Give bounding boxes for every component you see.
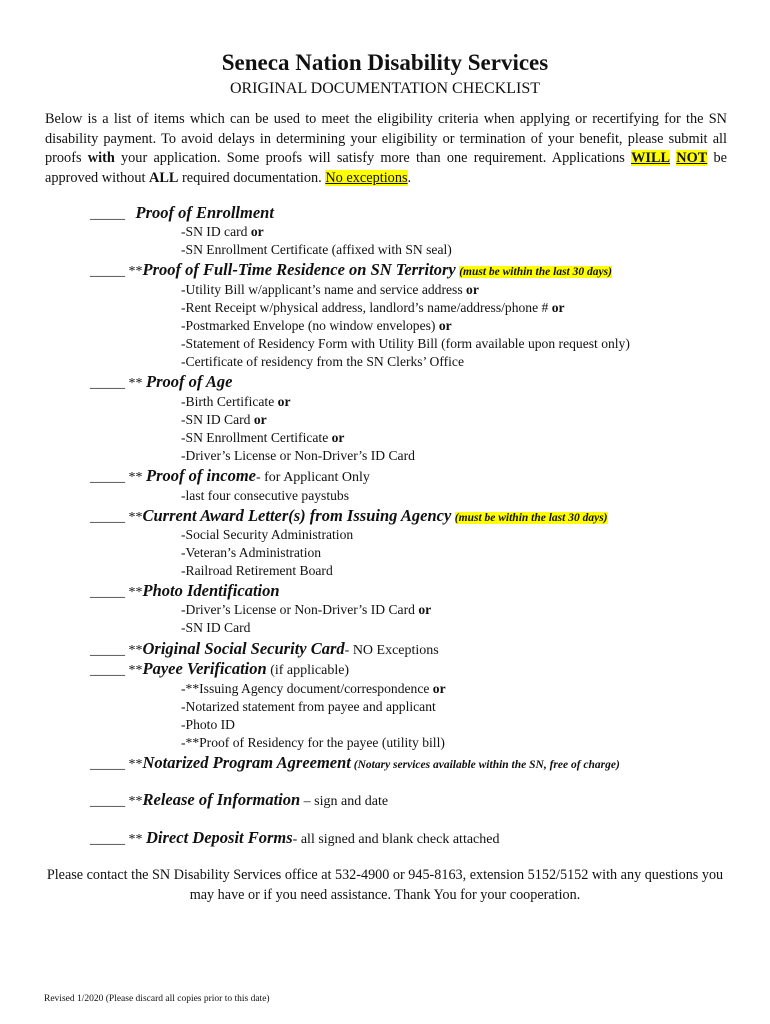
sub-item (181, 430, 344, 446)
item-label: Direct Deposit Forms (146, 828, 293, 847)
sub-item-text: -Birth Certificate (181, 394, 278, 409)
or-label: or (432, 681, 446, 696)
checkbox-blank[interactable]: _____ (90, 663, 125, 678)
sub-item-text: -**Issuing Agency document/correspondence (181, 681, 433, 696)
sub-item (181, 735, 445, 751)
intro-emphasis-not: NOT (676, 150, 708, 166)
contact-paragraph: Please contact the SN Disability Services office at 532-4900 or 945-8163, extension 5152/5152 with any questions you may have or if you need assistance. Thank You for your cooperation. (46, 867, 724, 903)
intro-emphasis-all: ALL (149, 169, 179, 186)
item-note: (must be within the last 30 days) (459, 266, 612, 278)
item-prefix: ** (128, 643, 143, 658)
sub-item-text: -**Proof of Residency for the payee (utility bill) (181, 735, 445, 750)
sub-item (181, 681, 446, 697)
sub-item-text: -Driver’s License or Non-Driver’s ID Card (181, 448, 415, 463)
sub-item-text: -Railroad Retirement Board (181, 563, 333, 578)
sub-item-text: -SN ID Card (181, 412, 254, 427)
sub-item (181, 699, 436, 715)
item-label: Original Social Security Card (142, 639, 345, 658)
item-prefix: ** (128, 757, 143, 772)
intro-emphasis-will: WILL (631, 150, 671, 166)
checklist-item-photo-id[interactable] (90, 581, 280, 601)
item-prefix: ** (128, 832, 146, 847)
item-prefix: ** (128, 264, 143, 279)
checklist-item-notarized[interactable] (90, 753, 620, 773)
item-label: Payee Verification (142, 659, 267, 678)
or-label: or (466, 282, 479, 297)
item-suffix: (if applicable) (266, 663, 350, 678)
sub-item-text: -last four consecutive paystubs (181, 488, 349, 503)
sub-item (181, 488, 349, 504)
checklist-item-release[interactable] (90, 790, 388, 810)
sub-item (181, 717, 235, 733)
checkbox-blank[interactable]: _____ (90, 510, 125, 525)
sub-item (181, 300, 565, 316)
checklist-item-award[interactable] (90, 506, 608, 526)
intro-no-exceptions: No exceptions (325, 169, 408, 186)
item-prefix: ** (128, 794, 143, 809)
checklist-item-ssc[interactable] (90, 639, 439, 659)
item-prefix: ** (128, 663, 143, 678)
checklist-item-enrollment[interactable] (90, 203, 274, 223)
checkbox-blank[interactable]: _____ (90, 207, 125, 222)
item-prefix: ** (128, 376, 146, 391)
sub-item-text: -Driver’s License or Non-Driver’s ID Card (181, 602, 419, 617)
sub-item (181, 282, 479, 298)
checkbox-blank[interactable]: _____ (90, 757, 125, 772)
checkbox-blank[interactable]: _____ (90, 832, 125, 847)
or-label: or (331, 430, 345, 445)
item-label: Current Award Letter(s) from Issuing Agency (142, 506, 452, 525)
item-label: Proof of Age (146, 372, 233, 391)
sub-item (181, 545, 321, 561)
intro-emphasis-with: with (87, 150, 115, 166)
sub-item (181, 620, 250, 636)
checkbox-blank[interactable]: _____ (90, 470, 125, 485)
item-note: (must be within the last 30 days) (454, 512, 608, 524)
intro-text: your application. Some proofs will satisfy more than one requirement. Applications (114, 150, 632, 166)
revision-note: Revised 1/2020 (Please discard all copies prior to this date) (44, 994, 270, 1004)
document-title: Seneca Nation Disability Services (221, 50, 549, 75)
checkbox-blank[interactable]: _____ (90, 264, 125, 279)
item-label: Proof of Full-Time Residence on SN Territory (142, 260, 456, 279)
document-subtitle: ORIGINAL DOCUMENTATION CHECKLIST (229, 80, 541, 97)
intro-text: required documentation. (178, 169, 326, 186)
item-prefix: ** (128, 470, 146, 485)
item-suffix: - all signed and blank check attached (292, 832, 500, 847)
item-suffix: - NO Exceptions (344, 643, 439, 658)
sub-item (181, 318, 452, 334)
or-label: or (250, 224, 264, 239)
sub-item-text: -Photo ID (181, 717, 235, 732)
sub-item (181, 354, 464, 370)
sub-item-text: -Certificate of residency from the SN Clerks’ Office (181, 354, 464, 369)
item-prefix: ** (128, 585, 143, 600)
checklist-item-payee[interactable] (90, 659, 349, 679)
item-note: (Notary services available within the SN, free of charge) (350, 759, 620, 771)
sub-item-text: -Utility Bill w/applicant’s name and service address (181, 282, 467, 297)
checkbox-blank[interactable]: _____ (90, 585, 125, 600)
sub-item-text: -SN Enrollment Certificate (181, 430, 332, 445)
sub-item-text: -Social Security Administration (181, 527, 354, 542)
item-label: Notarized Program Agreement (142, 753, 351, 772)
sub-item-text: -Notarized statement from payee and applicant (181, 699, 436, 714)
intro-text: Below is a list of items which can be used to meet the eligibility criteria when applying or recertifying for the SN disability payment. To avoid delays in determining your eligibility or termination of your benefit, please submit all proofs (45, 111, 727, 166)
sub-item-text: -SN ID card (181, 224, 251, 239)
sub-item-text: -Statement of Residency Form with Utility Bill (form available upon request only) (181, 336, 630, 351)
checklist-item-direct-deposit[interactable] (90, 828, 499, 848)
checkbox-blank[interactable]: _____ (90, 794, 125, 809)
sub-item-text: -SN ID Card (181, 620, 251, 635)
sub-item-text: -Postmarked Envelope (no window envelopes) (181, 318, 439, 333)
sub-item (181, 394, 290, 410)
item-label: Proof of Enrollment (135, 203, 274, 222)
item-suffix: – sign and date (300, 794, 389, 809)
sub-item (181, 563, 333, 579)
checkbox-blank[interactable]: _____ (90, 643, 125, 658)
or-label: or (253, 412, 267, 427)
checklist-item-income[interactable] (90, 466, 370, 486)
intro-text: be approved without (45, 150, 727, 186)
item-suffix: - for Applicant Only (255, 470, 370, 485)
sub-item-text: -Rent Receipt w/physical address, landlord’s name/address/phone # (181, 300, 552, 315)
intro-period: . (407, 169, 412, 186)
or-label: or (277, 394, 291, 409)
checklist-item-age[interactable] (90, 372, 232, 392)
sub-item-text: -SN Enrollment Certificate (affixed with SN seal) (181, 242, 452, 257)
sub-item (181, 527, 353, 543)
item-label: Release of Information (142, 790, 301, 809)
checkbox-blank[interactable]: _____ (90, 376, 125, 391)
sub-item (181, 412, 267, 428)
or-label: or (438, 318, 452, 333)
sub-item (181, 336, 630, 352)
sub-item (181, 602, 431, 618)
or-label: or (418, 602, 432, 617)
or-label: or (551, 300, 565, 315)
intro-paragraph (45, 110, 727, 188)
item-label: Photo Identification (142, 581, 280, 600)
sub-item (181, 242, 452, 258)
item-label: Proof of income (146, 466, 256, 485)
sub-item (181, 224, 264, 240)
sub-item-text: -Veteran’s Administration (181, 545, 322, 560)
item-prefix: ** (128, 510, 143, 525)
checklist-item-residence[interactable] (90, 260, 612, 280)
sub-item (181, 448, 415, 464)
